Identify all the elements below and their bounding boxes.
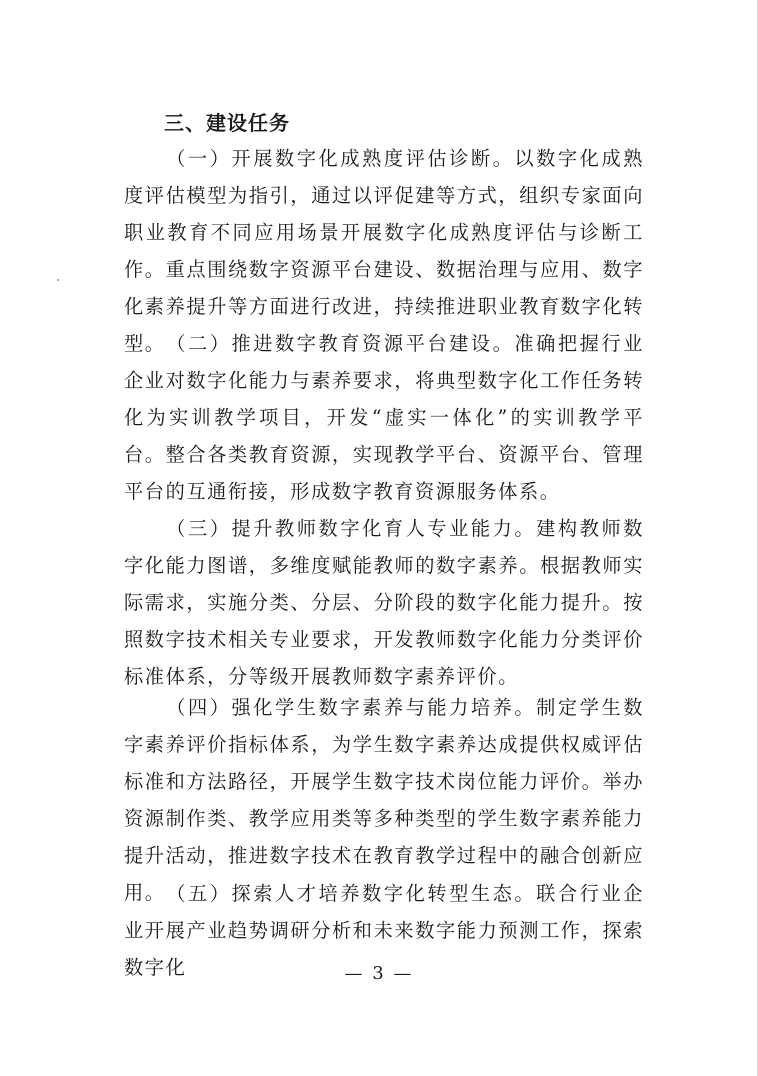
- task-body-1: 以数字化成熟度评估模型为指引，通过以评促建等方式，组织专家面向职业教育不同应用场景开展数字化成熟度评估与诊断工作。重点围绕数字资源平台建设、数据治理与应用、数字化素养提升等方面进行改进，持续推进职业教育数字化转型。: [124, 147, 644, 355]
- task-paragraph-2: [124, 325, 644, 510]
- section-heading: 三、建设任务: [164, 111, 290, 135]
- task-lead-1: （一）开展数字化成熟度评估诊断。: [166, 147, 515, 170]
- page-number: — 3 —: [344, 963, 414, 984]
- task-body-5: 联合行业企业开展产业趋势调研分析和未来数字能力预测工作，探索数字化: [124, 882, 645, 979]
- task-lead-5: （五）探索人才培养数字化转型生态。: [166, 882, 537, 905]
- scan-speck: [57, 279, 59, 281]
- task-lead-2: （二）推进数字教育资源平台建设。: [166, 332, 515, 355]
- task-body-2: 准确把握行业企业对数字化能力与素养要求，将典型数字化工作任务转化为实训教学项目，开发“虚实一体化”的实训教学平台。整合各类教育资源，实现教学平台、资源平台、管理平台的互通衔接，形成数字教育资源服务体系。: [124, 332, 644, 503]
- task-lead-3: （三）提升教师数字化育人专业能力。: [166, 517, 537, 540]
- task-lead-4: （四）强化学生数字素养与能力培养。: [166, 696, 537, 719]
- task-body-3: 建构教师数字化能力图谱，多维度赋能教师的数字素养。根据教师实际需求，实施分类、分层、分阶段的数字化能力提升。按照数字技术相关专业要求，开发教师数字化能力分类评价标准体系，分等级开展教师数字素养评价。: [124, 517, 645, 688]
- task-paragraph-3: [124, 510, 644, 695]
- task-body-4: 制定学生数字素养评价指标体系，为学生数字素养达成提供权威评估标准和方法路径，开展学生数字技术岗位能力评价。举办资源制作类、教学应用类等多种类型的学生数字素养能力提升活动，推进数字技术在教育教学过程中的融合创新应用。: [124, 696, 645, 904]
